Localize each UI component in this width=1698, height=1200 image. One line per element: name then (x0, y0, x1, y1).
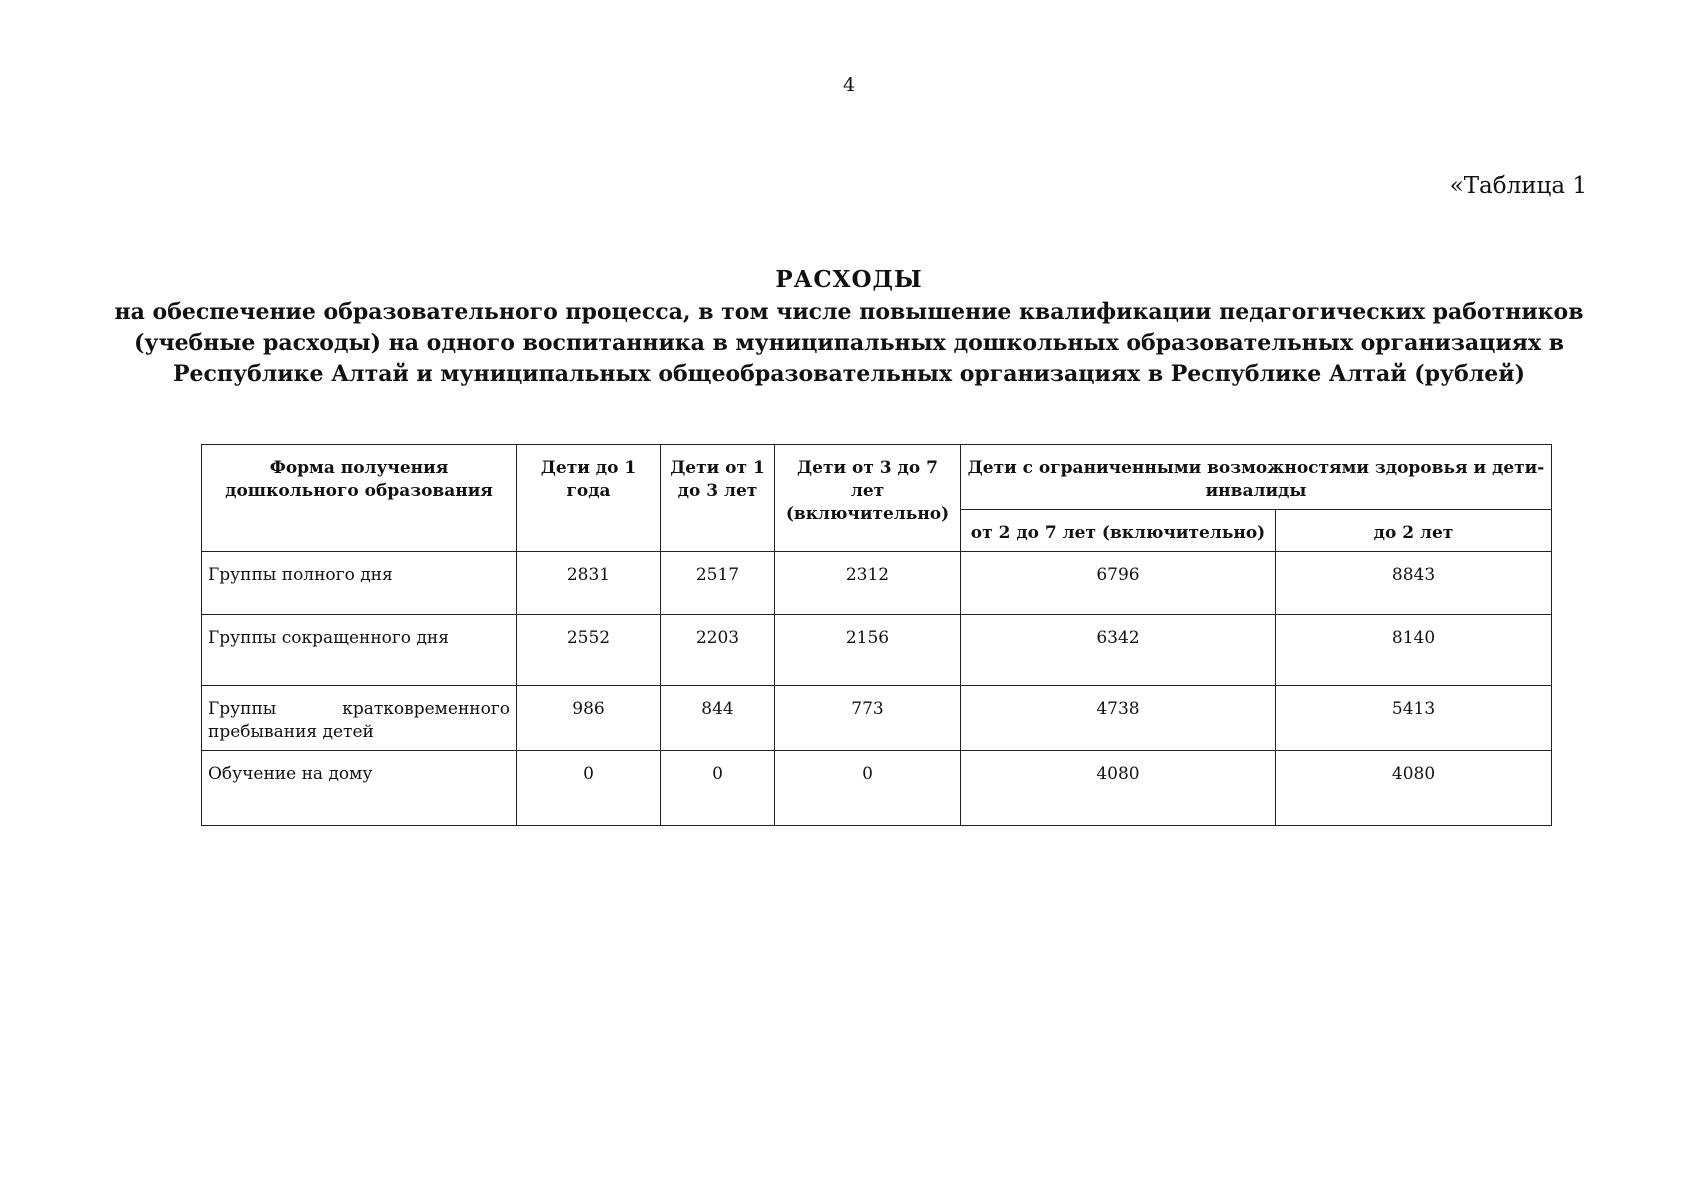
title-subtitle: на обеспечение образовательного процесса, в том числе повышение квалификации педагогических работников (учебные расходы) на одного воспитанника в муниципальных дошкольных образовательных организациях в Республике Алтай и муниципальных общеобразовательных организациях в Республике Алтай (рублей) (114, 299, 1584, 387)
table-cell: 8140 (1276, 615, 1552, 686)
table-cell: 8843 (1276, 552, 1552, 615)
row-label: Группы полного дня (202, 552, 517, 615)
table-cell: 844 (661, 686, 775, 751)
table-cell: 2517 (661, 552, 775, 615)
table-cell: 0 (517, 751, 661, 826)
table-cell: 2203 (661, 615, 775, 686)
expenses-table (201, 444, 1552, 826)
header-disabled-group: Дети с ограниченными возможностями здоровья и дети-инвалиды (961, 445, 1552, 510)
table-cell: 2831 (517, 552, 661, 615)
table-cell: 6796 (961, 552, 1276, 615)
table-cell: 2312 (775, 552, 961, 615)
table-row (202, 615, 1552, 686)
table-cell: 773 (775, 686, 961, 751)
table-cell: 986 (517, 686, 661, 751)
header-3-to-7: Дети от 3 до 7 лет (включительно) (775, 445, 961, 552)
table-cell: 5413 (1276, 686, 1552, 751)
row-label: Группы сокращенного дня (202, 615, 517, 686)
header-under-1: Дети до 1 года (517, 445, 661, 552)
table-cell: 4738 (961, 686, 1276, 751)
table-cell: 4080 (1276, 751, 1552, 826)
row-label: Обучение на дому (202, 751, 517, 826)
table-label: «Таблица 1 (1449, 173, 1587, 199)
header-1-to-3: Дети от 1 до 3 лет (661, 445, 775, 552)
document-title (110, 265, 1588, 390)
title-main: РАСХОДЫ (775, 266, 923, 293)
table-row (202, 686, 1552, 751)
table-cell: 6342 (961, 615, 1276, 686)
table-cell: 2156 (775, 615, 961, 686)
header-disabled-under-2: до 2 лет (1276, 510, 1552, 552)
table-cell: 2552 (517, 615, 661, 686)
page-number: 4 (842, 74, 856, 96)
header-form: Форма получения дошкольного образования (202, 445, 517, 552)
table-cell: 4080 (961, 751, 1276, 826)
table-row (202, 751, 1552, 826)
table-row (202, 552, 1552, 615)
table-cell: 0 (661, 751, 775, 826)
header-row (202, 445, 1552, 510)
header-disabled-2-to-7: от 2 до 7 лет (включительно) (961, 510, 1276, 552)
table-cell: 0 (775, 751, 961, 826)
row-label: Группы кратковременного пребывания детей (202, 686, 517, 751)
